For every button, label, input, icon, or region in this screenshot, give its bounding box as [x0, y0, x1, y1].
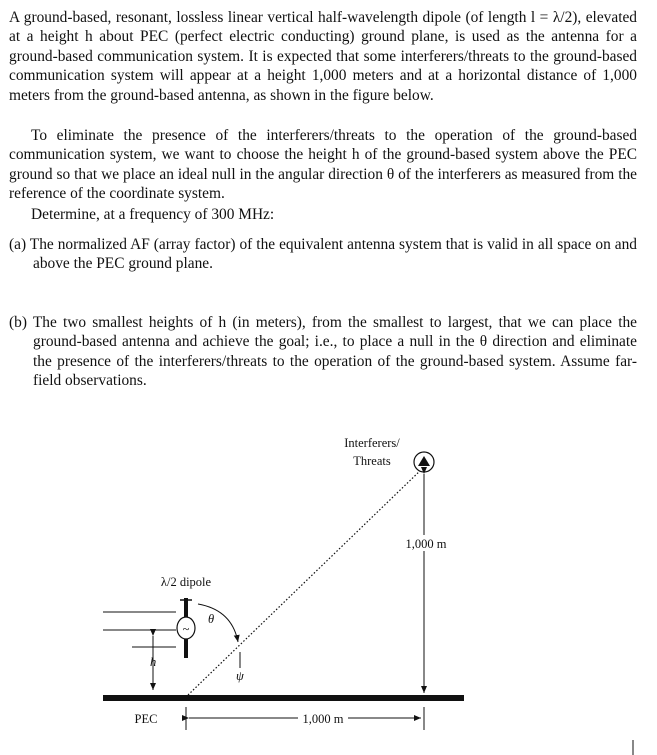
part-a — [9, 235, 637, 274]
theta-symbol: θ — [208, 612, 215, 626]
interferer-label-line1: Interferers/ — [344, 436, 400, 450]
problem-text-2: To eliminate the presence of the interferers/threats to the operation of the ground-based communication system, we want to choose the height h of the ground-based system above the PEC ground so that we place an ideal null in the angular direction θ of the interferers as measured from the reference of the coordinate system. — [9, 127, 637, 203]
theta-arc — [198, 604, 238, 642]
source-symbol: ~ — [182, 622, 190, 636]
problem-paragraph-2 — [9, 126, 637, 204]
part-a-text: (a) The normalized AF (array factor) of the equivalent antenna system that is valid in all space on and above the PEC ground plane. — [9, 236, 637, 273]
vertical-distance-label: 1,000 m — [405, 537, 447, 551]
psi-symbol: ψ — [236, 669, 244, 683]
problem-text-1: A ground-based, resonant, lossless linear vertical half-wavelength dipole (of length l = λ/2), elevated at a height h about PEC (perfect electric conducting) ground plane, is used as the antenna for a ground-based communication system. It is expected that some interferers/threats to the ground-based communication system will appear at a height 1,000 meters and at a horizontal distance of 1,000 meters from the ground-based antenna, as shown in the figure below. — [9, 9, 637, 104]
problem-paragraph-1 — [9, 8, 637, 105]
dipole-label: λ/2 dipole — [160, 575, 212, 589]
antenna-figure — [0, 420, 657, 755]
interferer-label-line2: Threats — [353, 454, 391, 468]
part-b-text: (b) The two smallest heights of h (in meters), from the smallest to largest, that we can place the ground-based antenna and achieve the goal; i.e., to place a null in the θ direction and eliminate the presence of the interferers/threats to the operation of the ground-based system. Assume far-field observations. — [9, 314, 637, 390]
part-b — [9, 313, 637, 391]
height-symbol: h — [150, 655, 157, 669]
pec-label: PEC — [134, 712, 158, 726]
line-of-sight — [188, 467, 424, 695]
horizontal-distance-label: 1,000 m — [302, 712, 344, 726]
pec-ground-plane — [103, 695, 464, 701]
problem-text-3: Determine, at a frequency of 300 MHz: — [31, 206, 275, 223]
problem-paragraph-3 — [9, 205, 637, 224]
